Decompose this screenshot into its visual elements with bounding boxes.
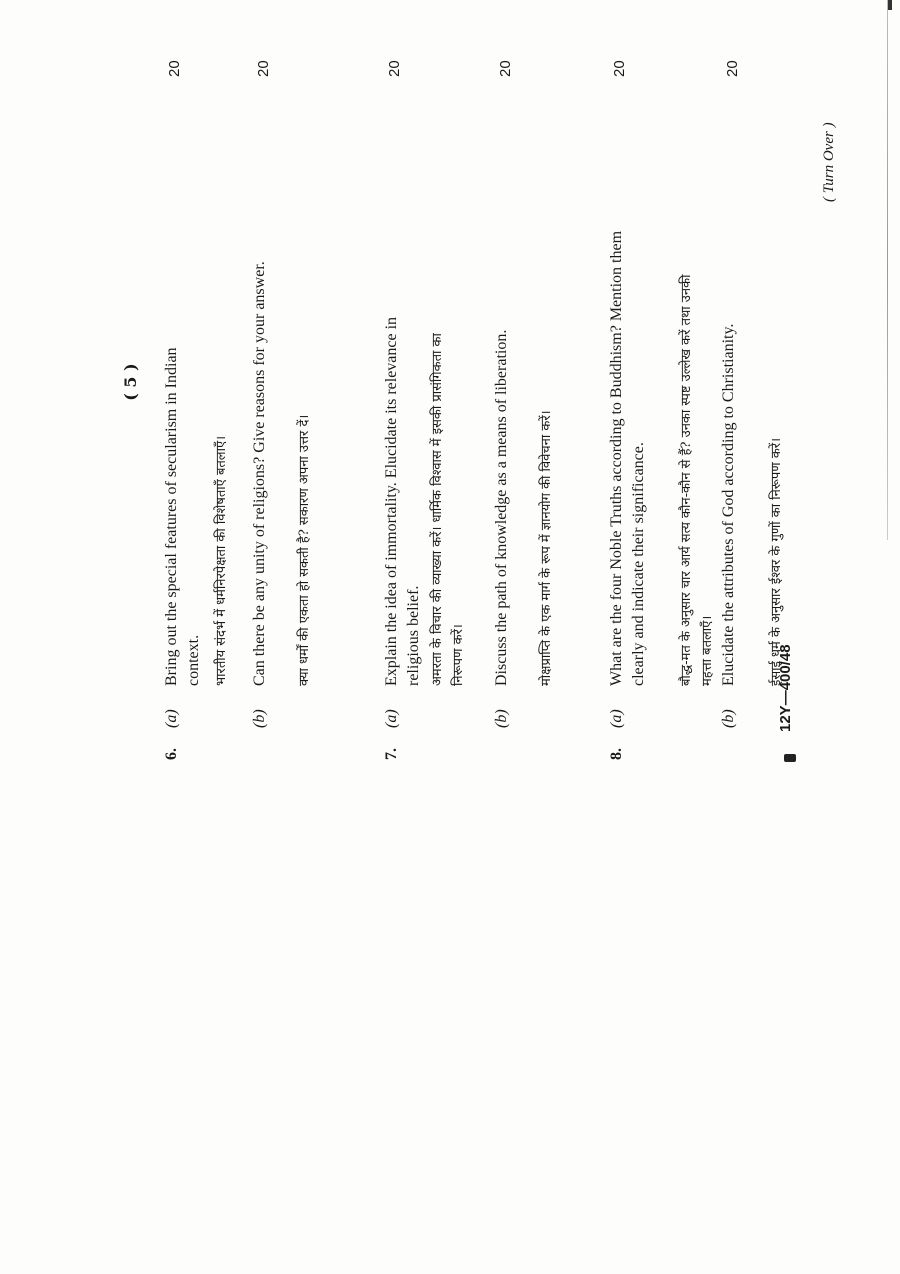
margin-mark — [784, 754, 796, 762]
question-text-english: Discuss the path of knowledge as a means of liberation. — [493, 329, 510, 686]
part-label: (b) — [493, 709, 510, 728]
turn-over-note: ( Turn Over ) — [821, 122, 837, 202]
edge-mark — [888, 0, 892, 10]
marks: 20 — [611, 60, 628, 77]
page-edge-line — [887, 0, 888, 540]
question-text-hindi: अमरता के विचार की व्याख्या करें। धार्मिक विश्वास में इसकी प्रासंगिकता का निरूपण करें। — [430, 333, 466, 686]
question-7 — [381, 2, 561, 762]
part-label: (a) — [163, 709, 180, 728]
question-text-hindi: बौद्ध-मत के अनुसार चार आर्य सत्य कौन-कौन से हैं? उनका स्पष्ट उल्लेख करें तथा उनकी महत्ता बतलाएँ। — [679, 274, 715, 686]
question-6 — [161, 2, 311, 762]
rotated-exam-page — [101, 2, 837, 762]
question-text-hindi: मोक्षप्राप्ति के एक मार्ग के रूप में ज्ञानयोग की विवेचना करें। — [539, 410, 554, 686]
question-8 — [606, 2, 784, 762]
question-number: 7. — [383, 748, 400, 760]
part-label: (a) — [608, 709, 625, 728]
question-text-hindi: क्या धर्मों की एकता हो सकती है? सकारण अपना उत्तर दें। — [297, 414, 312, 686]
part-label: (b) — [720, 709, 737, 728]
page-number: ( 5 ) — [121, 363, 140, 401]
part-label: (a) — [383, 709, 400, 728]
marks: 20 — [166, 60, 183, 77]
question-text-hindi: भारतीय संदर्भ में धर्मनिरपेक्षता की विशेषताएँ बतलाएँ। — [214, 435, 229, 686]
question-text-hindi: ईसाई धर्म के अनुसार ईश्वर के गुणों का निरूपण करें। — [769, 437, 784, 686]
question-number: 6. — [163, 748, 180, 760]
marks: 20 — [497, 60, 514, 77]
marks: 20 — [386, 60, 403, 77]
question-number: 8. — [608, 748, 625, 760]
marks: 20 — [255, 60, 272, 77]
question-text-english: Bring out the special features of secularism in Indian context. — [163, 347, 202, 686]
question-text-english: Elucidate the attributes of God according to Christianity. — [720, 323, 737, 686]
paper-code: 12Y—400/48 — [777, 644, 794, 732]
question-text-english: Can there be any unity of religions? Give reasons for your answer. — [251, 261, 268, 686]
marks: 20 — [724, 60, 741, 77]
question-text-english: Explain the idea of immortality. Elucidate its relevance in religious belief. — [383, 316, 422, 686]
part-label: (b) — [251, 709, 268, 728]
question-text-english: What are the four Noble Truths according to Buddhism? Mention them clearly and indicate their significance. — [608, 230, 647, 686]
